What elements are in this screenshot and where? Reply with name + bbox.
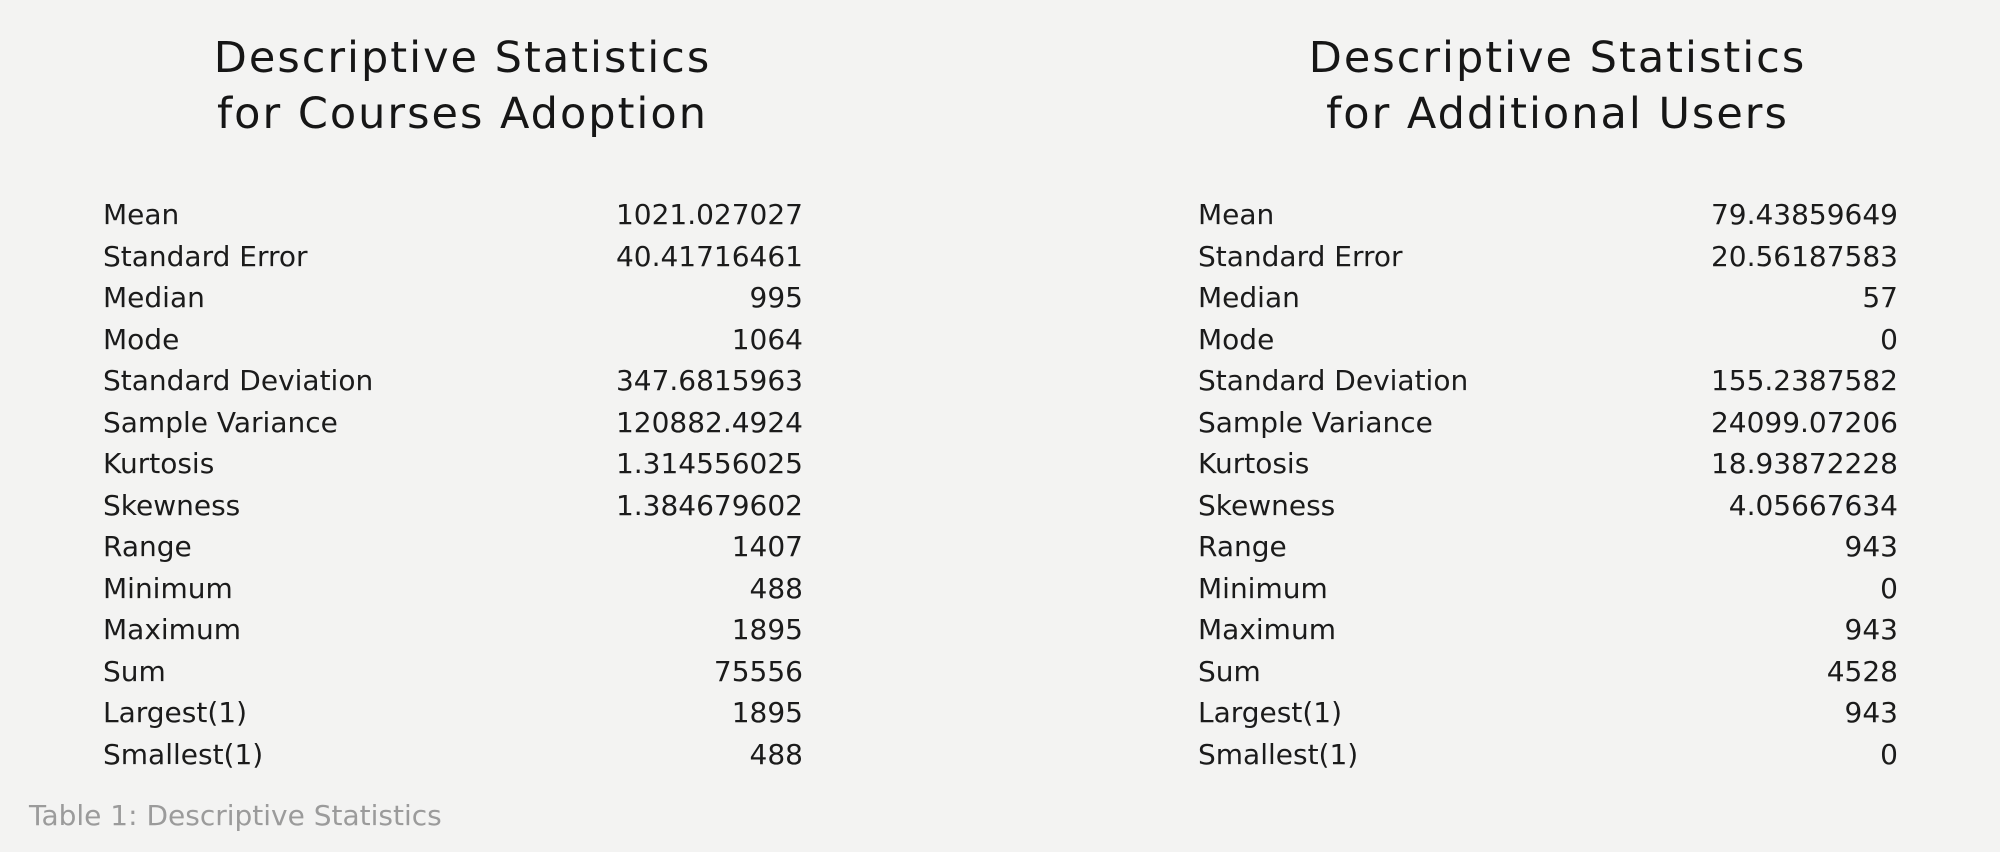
table-row xyxy=(1198,526,1898,568)
stat-label: Mean xyxy=(103,198,180,231)
stat-label: Maximum xyxy=(1198,613,1336,646)
stat-value: 24099.07206 xyxy=(1710,405,1898,439)
stat-value: 1407 xyxy=(731,530,803,563)
panel-title xyxy=(0,30,925,142)
table-row xyxy=(103,360,803,402)
stat-label: Smallest(1) xyxy=(103,737,264,771)
panel-title-line2: for Additional Users xyxy=(1326,89,1789,139)
stat-value: 57 xyxy=(1862,281,1898,314)
stat-value: 1064 xyxy=(731,322,803,356)
table-row xyxy=(1198,360,1898,402)
table-row xyxy=(1198,568,1898,610)
table-row xyxy=(103,526,803,568)
stat-value: 995 xyxy=(749,281,803,314)
stat-label: Mode xyxy=(103,322,180,356)
table-row xyxy=(103,277,803,319)
stat-value: 347.6815963 xyxy=(615,364,803,397)
stat-label: Range xyxy=(103,530,192,563)
stat-label: Kurtosis xyxy=(1198,447,1310,480)
table-row xyxy=(103,651,803,693)
stat-value: 0 xyxy=(1880,322,1898,356)
stat-label: Maximum xyxy=(103,613,241,646)
stat-value: 488 xyxy=(749,571,803,605)
panel-title-line1: Descriptive Statistics xyxy=(213,33,712,83)
stat-value: 943 xyxy=(1844,696,1898,729)
stat-label: Mean xyxy=(1198,198,1275,231)
stat-value: 1.314556025 xyxy=(615,447,803,480)
stat-value: 488 xyxy=(749,737,803,771)
stat-value: 0 xyxy=(1880,571,1898,605)
stats-table-body xyxy=(103,194,803,775)
stat-value: 0 xyxy=(1880,737,1898,771)
stat-value: 943 xyxy=(1844,530,1898,563)
table-row xyxy=(103,692,803,734)
stat-label: Largest(1) xyxy=(1198,696,1343,729)
stat-value: 40.41716461 xyxy=(615,239,803,273)
stat-label: Minimum xyxy=(1198,571,1328,605)
table-row xyxy=(1198,734,1898,776)
table-row xyxy=(103,319,803,361)
stat-label: Range xyxy=(1198,530,1287,563)
stat-label: Largest(1) xyxy=(103,696,248,729)
stat-label: Kurtosis xyxy=(103,447,215,480)
table-row xyxy=(103,734,803,776)
stat-value: 1895 xyxy=(731,696,803,729)
panel-title xyxy=(1095,30,2000,142)
table-row xyxy=(103,236,803,278)
stat-label: Smallest(1) xyxy=(1198,737,1359,771)
table-row xyxy=(1198,692,1898,734)
table-row xyxy=(103,609,803,651)
table-row xyxy=(1198,319,1898,361)
table-row xyxy=(1198,194,1898,236)
table-row xyxy=(1198,277,1898,319)
stat-value: 120882.4924 xyxy=(615,405,803,439)
panel-title-line2: for Courses Adoption xyxy=(217,89,708,139)
stat-value: 20.56187583 xyxy=(1710,239,1898,273)
stats-table xyxy=(103,194,803,775)
stat-label: Sum xyxy=(103,654,166,688)
stat-label: Median xyxy=(103,281,205,314)
table-row xyxy=(1198,485,1898,527)
stat-label: Mode xyxy=(1198,322,1275,356)
table-row xyxy=(1198,443,1898,485)
table-row xyxy=(103,194,803,236)
stat-label: Sample Variance xyxy=(1198,405,1433,439)
table-row xyxy=(103,568,803,610)
stat-label: Median xyxy=(1198,281,1300,314)
stat-value: 4528 xyxy=(1826,654,1898,688)
table-row xyxy=(103,402,803,444)
stat-value: 943 xyxy=(1844,613,1898,646)
stats-table xyxy=(1198,194,1898,775)
table-row xyxy=(1198,236,1898,278)
stat-label: Sample Variance xyxy=(103,405,338,439)
stat-value: 79.43859649 xyxy=(1710,198,1898,231)
stat-value: 1.384679602 xyxy=(615,488,803,522)
stat-label: Standard Error xyxy=(103,239,308,273)
table-row xyxy=(1198,609,1898,651)
table-row xyxy=(103,485,803,527)
table-row xyxy=(1198,651,1898,693)
stat-value: 4.05667634 xyxy=(1728,488,1898,522)
stats-table-body xyxy=(1198,194,1898,775)
stat-value: 75556 xyxy=(713,654,803,688)
stat-label: Skewness xyxy=(1198,488,1336,522)
stat-label: Standard Error xyxy=(1198,239,1403,273)
panel-title-line1: Descriptive Statistics xyxy=(1308,33,1807,83)
stat-value: 18.93872228 xyxy=(1710,447,1898,480)
table-row xyxy=(1198,402,1898,444)
stat-value: 155.2387582 xyxy=(1710,364,1898,397)
table-caption: Table 1: Descriptive Statistics xyxy=(29,799,442,832)
stat-label: Minimum xyxy=(103,571,233,605)
stat-label: Standard Deviation xyxy=(103,364,374,397)
stat-value: 1021.027027 xyxy=(615,198,803,231)
stat-label: Sum xyxy=(1198,654,1261,688)
table-row xyxy=(103,443,803,485)
stat-label: Standard Deviation xyxy=(1198,364,1469,397)
stat-label: Skewness xyxy=(103,488,241,522)
stat-value: 1895 xyxy=(731,613,803,646)
